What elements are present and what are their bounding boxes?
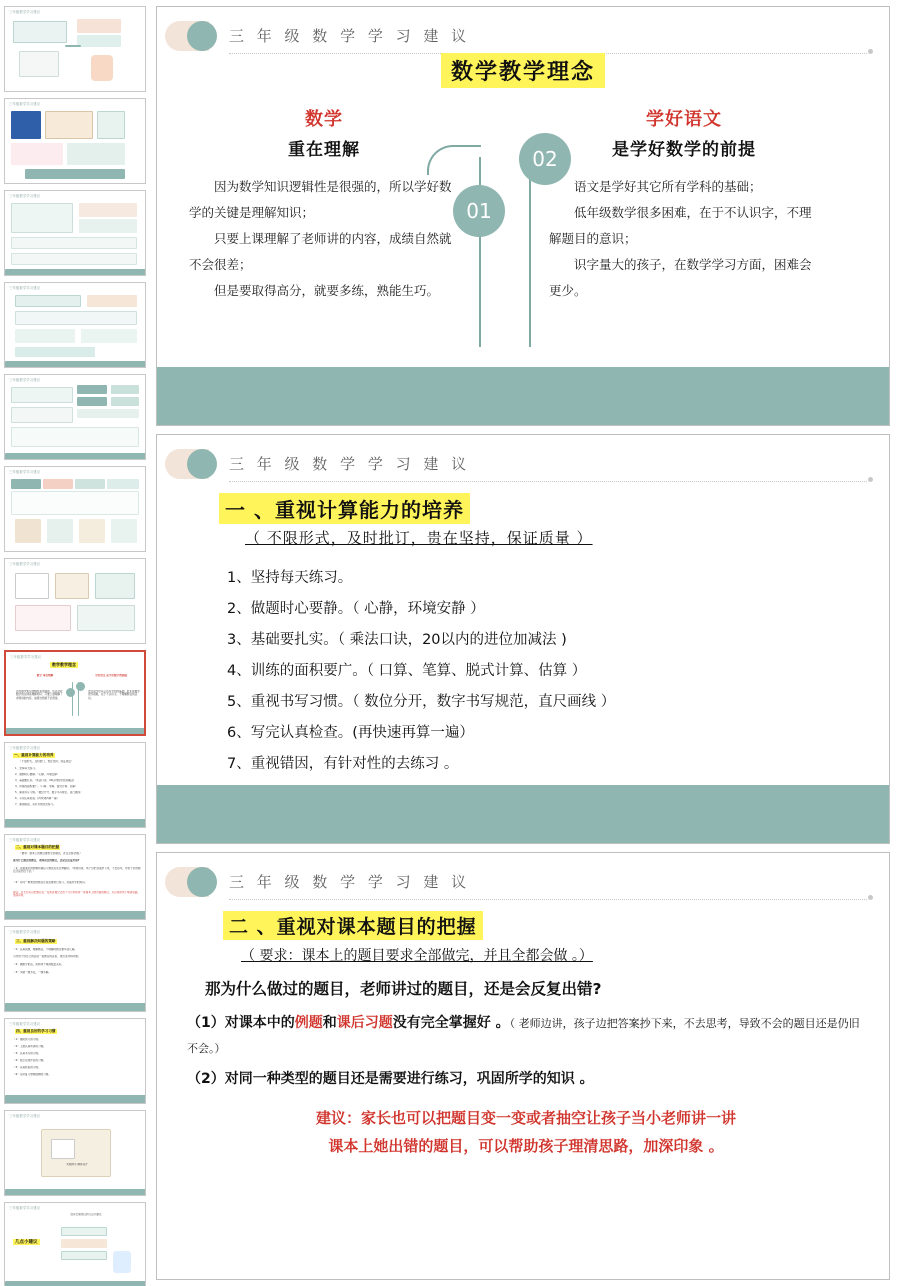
list-item[interactable] (4, 98, 146, 184)
slide2-list (227, 563, 859, 780)
point1-prefix: （1）对课本中的 (187, 1015, 295, 1031)
point1-keyword-1: 例题 (294, 1015, 323, 1031)
thumb-text: （1）对课本中的例题和课后习题没有完全掌握好。（老师边讲，孩子边把答案抄下来，不去思考，导致不会的题目还是仍旧不会。） (13, 867, 141, 874)
thumb-shape (5, 1003, 146, 1012)
thumb-shape (5, 1189, 146, 1196)
list-item: 4、训练的面积要广。（ 口算、笔算、脱式计算、估算 ） (227, 663, 587, 679)
thumb-shape (79, 203, 137, 217)
thumb-subtitle-right: 学好语文 是学好数学的前提 (94, 674, 128, 677)
page-title: 三 年 级 数 学 学 习 建 议 (229, 27, 471, 45)
thumb-shape (61, 1227, 107, 1236)
thumb-text: （不限形式，及时批订，贵在坚持，保证质量） (19, 760, 74, 763)
thumb-shape (15, 311, 137, 325)
thumb-shape (51, 1139, 75, 1159)
thumb-body (5, 567, 145, 643)
thumb-text: （1）课前预习的习惯。 (13, 1038, 41, 1041)
thumb-header: 三年级数学学习建议 (9, 746, 41, 750)
header-dot-icon (868, 477, 873, 482)
thumb-shape (65, 45, 81, 47)
header-circle-shape (187, 867, 217, 897)
thumb-text: 2、做题时心要静。（心静，环境安静） (15, 773, 60, 776)
thumb-header: 三年级数学学习建议 (9, 286, 41, 290)
thumb-text: 语文是学好其它所有学科的基础；低年级数学很多困难，在于不认识字，不理解题目的意识。 (88, 690, 140, 700)
header-dot-icon (868, 49, 873, 54)
thumb-shape (76, 682, 85, 691)
footer-band (157, 367, 889, 425)
thumb-shape (11, 253, 137, 265)
thumb-title: 几点小建议 (15, 1240, 38, 1245)
list-item[interactable] (4, 190, 146, 276)
thumb-body (5, 107, 145, 183)
thumb-shape (77, 397, 107, 406)
header-circle-shape (187, 21, 217, 51)
thumb-header: 三年级数学学习建议 (9, 562, 41, 566)
thumb-shape (43, 479, 73, 489)
thumb-text: 5、重视书写习惯。（数位分开，数字书写规范，直尺画线） (15, 791, 83, 794)
thumb-title: 数学教学理念 (52, 662, 76, 667)
thumb-text: （1）认真读题，理解题意，不理解的题目要多读几遍。 (13, 948, 77, 951)
header-circle-shape (187, 449, 217, 479)
thumb-text: 那为什么做过的题目，老师讲过的题目，还是会反复出错? (13, 859, 80, 862)
thumb-text: （要求：课本上的题目要求全部做完，并且全都会做。） (19, 852, 83, 855)
thumb-text: 给家长朋友们的几点小建议 (70, 1213, 102, 1216)
point1-middle: 和 (322, 1015, 337, 1031)
thumb-shape (5, 819, 146, 828)
thumb-shape (111, 519, 137, 543)
list-item[interactable] (4, 1018, 146, 1104)
thumb-body (5, 199, 145, 275)
header-divider (229, 899, 867, 900)
thumb-text: （2）对同一种类型的题目还是需要进行练习，巩固所学的知识。 (13, 881, 88, 884)
thumb-text: （4）独立完成作业的习惯。 (13, 1059, 46, 1062)
slide-1[interactable] (156, 6, 890, 426)
thumb-shape (11, 387, 73, 403)
thumb-body (5, 1027, 145, 1103)
thumb-text: （2）画图分析法，帮助孩子理清数量关系。 (13, 963, 64, 966)
thumb-shape (11, 237, 137, 249)
thumb-shape (11, 427, 139, 447)
column-right-para-1: 语文是学好其它所有学科的基础； (574, 179, 762, 194)
thumb-shape (77, 35, 121, 47)
thumb-shape (11, 491, 139, 515)
header-dot-icon (868, 895, 873, 900)
column-right-para-3: 识字量大的孩子，在数学学习方面，困难会更少。 (549, 257, 812, 298)
thumb-shape (77, 409, 139, 418)
thumb-shape (11, 111, 41, 139)
slide3-point-1 (187, 1011, 865, 1061)
thumb-body (5, 291, 145, 367)
list-item: 1、坚持每天练习。 (227, 570, 353, 586)
column-left-para-1: 因为数学知识逻辑性是很强的，所以学好数学的关键是理解知识； (189, 179, 452, 220)
thumb-shape (113, 1251, 131, 1273)
thumb-shape (66, 688, 75, 697)
thumb-shape (5, 1095, 146, 1104)
thumb-shape (45, 111, 93, 139)
slide3-subtitle (241, 945, 593, 965)
point1-note: （ 老师边讲，孩子边把答案抄下来，不去思考，导致不会的题目还是仍旧不会。） (187, 1017, 860, 1055)
thumb-header: 三年级数学学习建议 (9, 470, 41, 474)
thumb-shape (81, 329, 137, 343)
thumb-shape (15, 605, 71, 631)
thumb-text: 因为数学知识逻辑性是很强的，所以学好数学的关键是理解知识；只要上课理解了老师讲的内容，成绩自然就不会很差。 (16, 690, 63, 700)
thumb-shape (72, 682, 73, 716)
thumb-text: 4、训练的面积要广。（口算、笔算、脱式计算、估算） (15, 785, 78, 788)
thumb-shape (25, 169, 125, 179)
column-left-subheading: 重在理解 (288, 140, 360, 160)
thumb-text: 6、写完认真检查。(再快速再算一遍） (15, 797, 60, 800)
thumb-body (5, 15, 145, 91)
slide3-question: 那为什么做过的题目，老师讲过的题目，还是会反复出错? (205, 980, 602, 998)
thumb-shape (15, 573, 49, 599)
list-item[interactable] (4, 742, 146, 828)
thumb-shape (67, 143, 125, 165)
page-title: 三 年 级 数 学 学 习 建 议 (229, 873, 471, 891)
thumb-shape (111, 385, 139, 394)
list-item[interactable] (4, 1202, 146, 1286)
slide3-title: 二 、重视对课本题目的把握 (223, 911, 483, 940)
thumb-title: 四、重视良好的学习习惯 (16, 1029, 56, 1033)
thumb-shape (5, 453, 146, 460)
thumb-shape (97, 111, 125, 139)
thumb-header: 三年级数学学习建议 (10, 655, 42, 659)
thumb-header: 三年级数学学习建议 (9, 1022, 41, 1026)
point1-keyword-2: 课后习题 (336, 1015, 393, 1031)
thumb-text: 7、重视错因，有针对性的去练习。 (15, 803, 56, 806)
list-item[interactable] (4, 374, 146, 460)
slide2-title: 一 、重视计算能力的培养 (219, 493, 470, 524)
thumb-shape (5, 361, 146, 368)
thumb-shape (19, 51, 59, 77)
list-item[interactable] (4, 282, 146, 368)
column-left (189, 105, 459, 304)
thumb-body (5, 383, 145, 459)
thumb-shape (6, 728, 146, 736)
list-item[interactable] (4, 466, 146, 552)
thumb-title: 一、重视计算能力的培养 (14, 753, 54, 757)
thumb-shape (47, 519, 73, 543)
thumb-shape (5, 269, 146, 276)
slide3-advice (187, 1104, 865, 1160)
thumb-shape (79, 519, 105, 543)
header-divider (229, 481, 867, 482)
list-item[interactable] (4, 558, 146, 644)
thumb-shape (75, 479, 105, 489)
thumb-body (5, 1119, 145, 1195)
column-right-para-2: 低年级数学很多困难，在于不认识字，不理解题目的意识； (549, 205, 812, 246)
slide-title: 数学教学理念 (441, 53, 605, 88)
advice-line-1: 建议：家长也可以把题目变一变或者抽空让孩子当小老师讲一讲 (315, 1109, 736, 1127)
thumb-text: 共同携手 静待花开 (66, 1163, 88, 1166)
thumb-text: 3、基础要扎实。（乘法口诀，20以内的进位加减法) (15, 779, 75, 782)
thumb-text: 建议：家长也可以把题目变一变或者抽空让孩子当小老师讲一讲课本上她出错的题目，可以帮助孩子理清思路，加深印象。 (13, 891, 141, 898)
thumb-shape (11, 407, 73, 423)
thumb-header: 三年级数学学习建议 (9, 1206, 41, 1210)
thumb-shape (79, 219, 137, 233)
thumb-shape (111, 397, 139, 406)
column-right-subheading: 是学好数学的前提 (612, 140, 756, 160)
thumb-subtitle-left: 数学 重在理解 (36, 674, 54, 677)
thumb-shape (13, 21, 67, 43)
thumb-shape (107, 479, 139, 489)
slide2-subtitle (245, 527, 593, 548)
thumb-text: （5）认真检查的习惯。 (13, 1066, 41, 1069)
thumb-shape (11, 203, 73, 233)
thumb-header: 三年级数学学习建议 (9, 838, 41, 842)
thumb-shape (15, 329, 75, 343)
thumb-shape (95, 573, 135, 599)
thumb-body (6, 660, 144, 734)
point1-suffix: 没有完全掌握好 。 (392, 1015, 510, 1031)
thumb-shape (11, 479, 41, 489)
thumb-shape (11, 143, 63, 165)
slide2-subtitle-text: （ 不限形式，及时批订，贵在坚持，保证质量 ） (245, 529, 593, 547)
thumb-header: 三年级数学学习建议 (9, 102, 41, 106)
page-title: 三 年 级 数 学 学 习 建 议 (229, 455, 471, 473)
column-left-heading: 数学 (305, 109, 343, 130)
thumb-shape (15, 519, 41, 543)
thumb-shape (91, 55, 113, 81)
slide3-subtitle-text: （ 要求：课本上的题目要求全部做完，并且全都会做 。） (241, 948, 593, 964)
column-left-para-3: 但是要取得高分，就要多练，熟能生巧。 (214, 283, 440, 298)
thumb-text: 1、坚持每天练习。 (15, 767, 38, 770)
thumb-body (5, 1211, 145, 1286)
thumb-shape (5, 911, 146, 920)
thumb-header: 三年级数学学习建议 (9, 1114, 41, 1118)
thumb-body (5, 843, 145, 919)
connector-line-right (529, 157, 531, 347)
list-item[interactable] (4, 6, 146, 92)
thumb-text: （2）上课认真听讲的习惯。 (13, 1045, 46, 1048)
thumb-shape (77, 605, 135, 631)
thumb-body (5, 475, 145, 551)
slide-header (157, 7, 889, 59)
thumb-body (5, 935, 145, 1011)
thumb-text: （3）多做一题多变，一题多解。 (13, 971, 51, 974)
footer-band (157, 785, 889, 843)
advice-line-2: 课本上她出错的题目，可以帮助孩子理清思路，加深印象 。 (328, 1137, 724, 1155)
thumb-body (5, 751, 145, 827)
list-item: 6、写完认真检查。(再快速再算一遍） (227, 725, 474, 741)
badge-01: 01 (453, 185, 505, 237)
thumb-header: 三年级数学学习建议 (9, 930, 41, 934)
thumb-shape (55, 573, 89, 599)
badge-02: 02 (519, 133, 571, 185)
list-item[interactable] (4, 1110, 146, 1196)
list-item[interactable] (4, 834, 146, 920)
thumb-shape (61, 1251, 107, 1260)
slide3-body (187, 977, 865, 1160)
slide-thumbnail-sidebar[interactable] (0, 0, 152, 1286)
thumb-title: 二、重视对课本题目的把握 (16, 845, 60, 849)
thumb-shape (77, 19, 121, 33)
list-item: 7、重视错因，有针对性的去练习 。 (227, 756, 459, 772)
list-item[interactable] (4, 926, 146, 1012)
list-item: 3、基础要扎实。（ 乘法口诀，20以内的进位加减法 ) (227, 632, 567, 648)
thumb-shape (5, 1281, 146, 1286)
slide-3[interactable] (156, 852, 890, 1280)
list-item: 5、重视书写习惯。（ 数位分开，数字书写规范，直尺画线 ） (227, 694, 616, 710)
thumb-shape (77, 385, 107, 394)
thumb-title: 三、重视解决问题的策略 (16, 939, 56, 943)
slide-2[interactable] (156, 434, 890, 844)
list-item-selected[interactable] (4, 650, 146, 736)
column-left-para-2: 只要上课理解了老师讲的内容，成绩自然就不会很差； (189, 231, 452, 272)
slide3-point-2: （2）对同一种类型的题目还是需要进行练习，巩固所学的知识 。 (187, 1071, 594, 1087)
thumb-shape (87, 295, 137, 307)
thumb-header: 三年级数学学习建议 (9, 10, 41, 14)
thumb-text: （6）及时复习整理错题的习惯。 (13, 1073, 51, 1076)
thumb-shape (15, 347, 95, 357)
thumb-shape (15, 295, 81, 307)
column-right-heading: 学好语文 (646, 109, 722, 130)
thumb-text: 引导孩子用自己的话说一说题目的意思，找出条件和问题。 (13, 955, 81, 958)
slide-header (157, 435, 889, 487)
column-right (549, 105, 819, 304)
list-item: 2、做题时心要静。（ 心静，环境安静 ） (227, 601, 485, 617)
thumb-text: （3）认真书写的习惯。 (13, 1052, 41, 1055)
thumb-header: 三年级数学学习建议 (9, 194, 41, 198)
thumb-shape (61, 1239, 107, 1248)
slide-header (157, 853, 889, 905)
thumb-header: 三年级数学学习建议 (9, 378, 41, 382)
